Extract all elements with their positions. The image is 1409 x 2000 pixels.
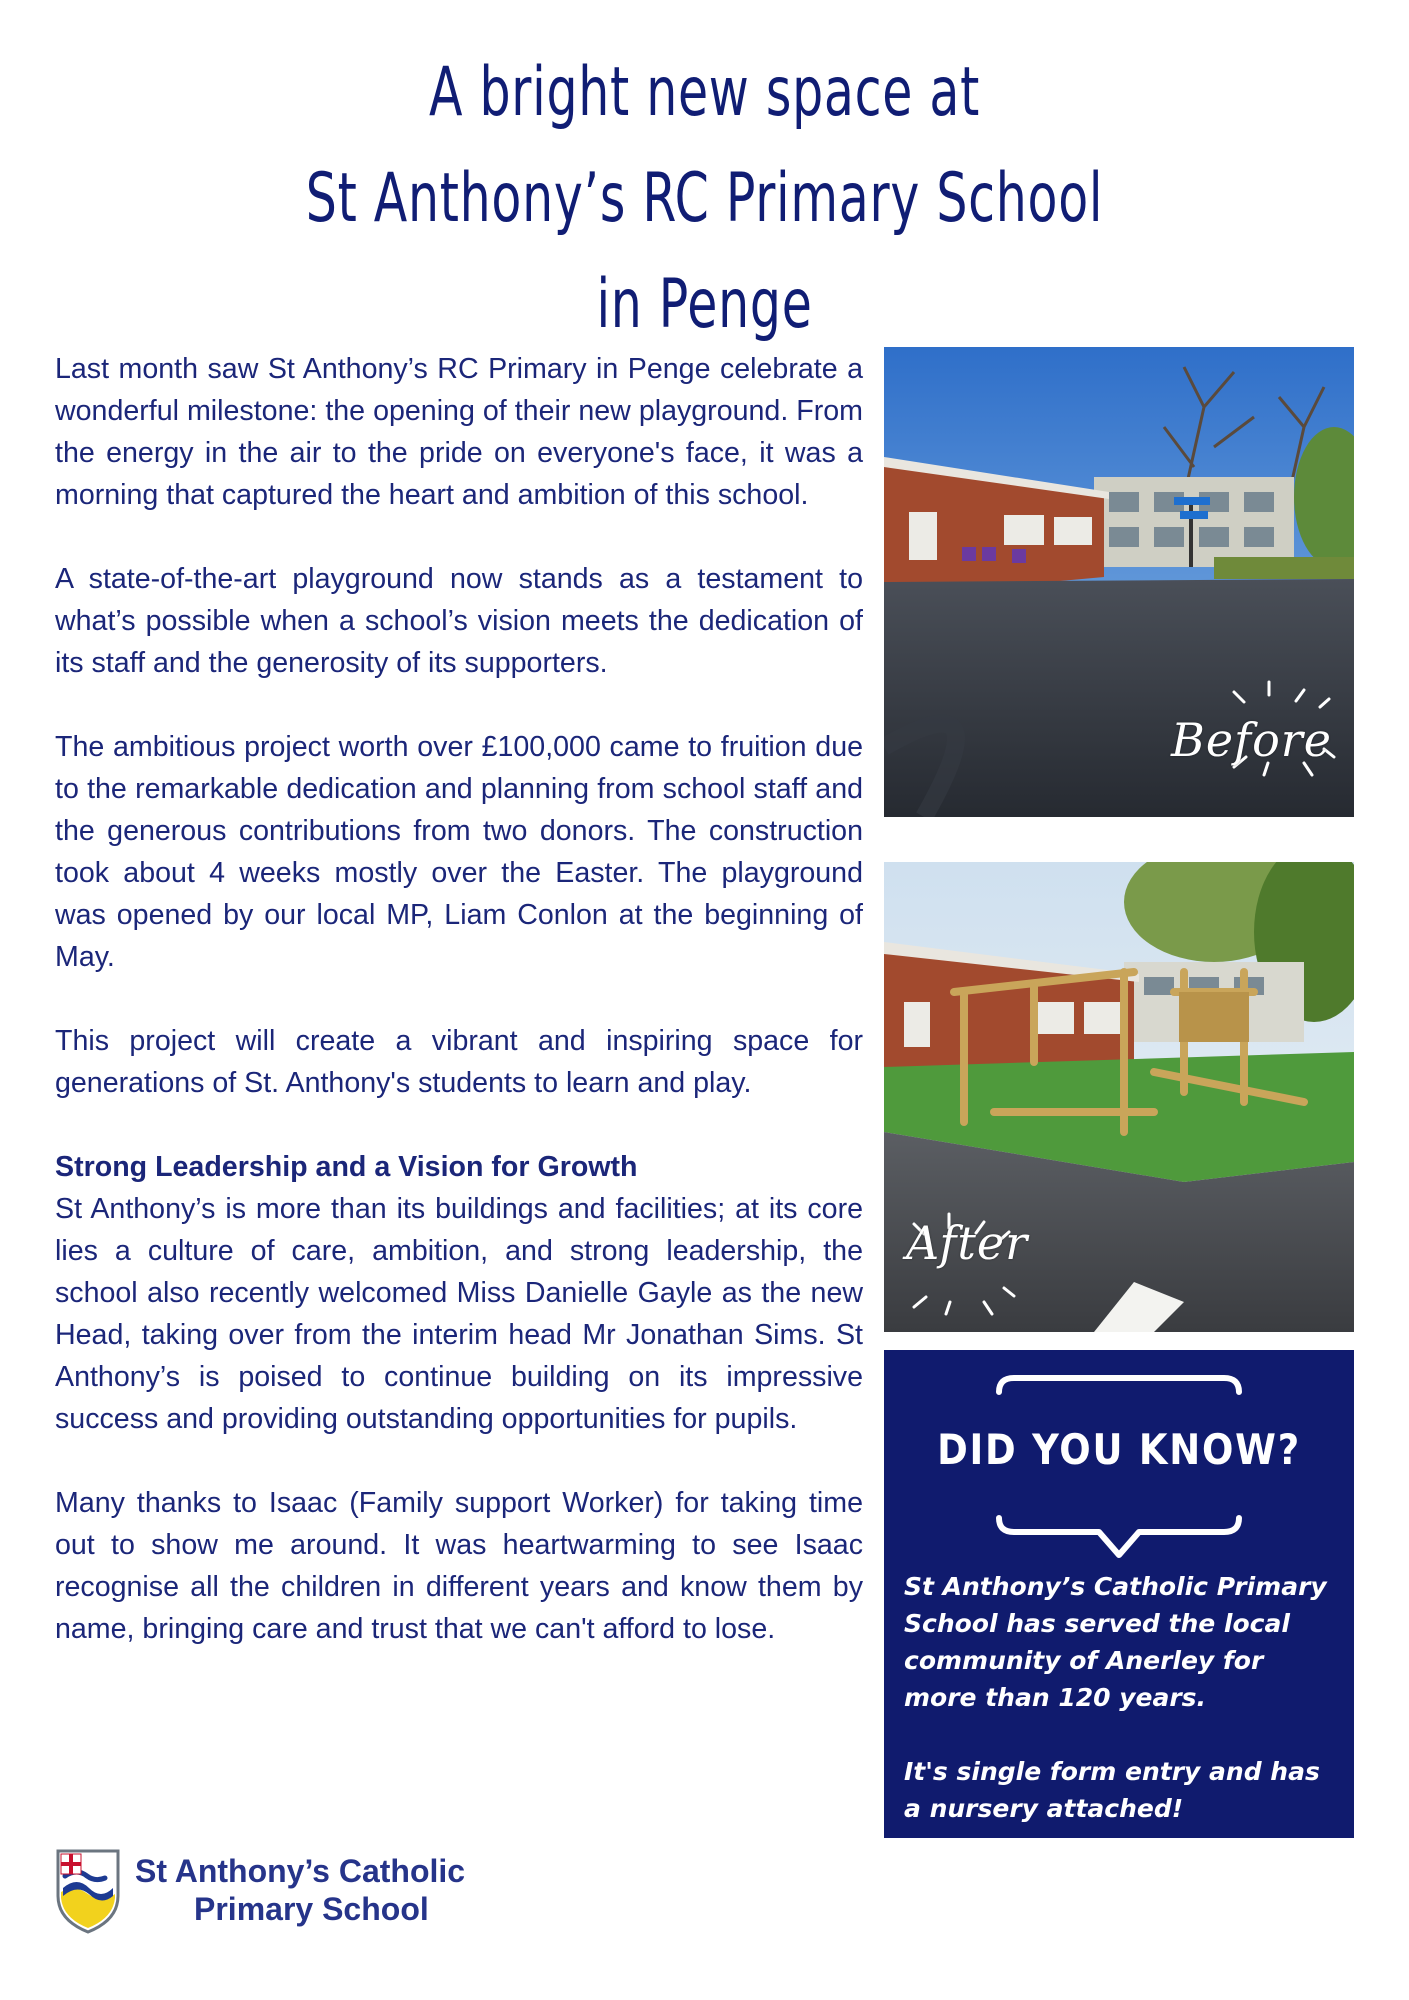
- school-name-line-1: St Anthony’s Catholic: [135, 1853, 466, 1889]
- did-you-know-fact-1: St Anthony’s Catholic Primary School has served the local community of Anerley for more than 120 years.: [904, 1572, 1327, 1712]
- did-you-know-text: [904, 1568, 1334, 1864]
- after-photo: [884, 862, 1354, 1332]
- article-paragraph-leadership: St Anthony’s is more than its buildings and facilities; at its core lies a culture of care, ambition, and strong leadership, the school also recently welcomed Miss Danielle Gayle as the new Head, taking over from the interim head Mr Jonathan Sims. St Anthony’s is poised to continue building on its impressive success and providing outstanding opportunities for pupils.: [55, 1193, 863, 1435]
- title-line-1: A bright new space at: [428, 53, 981, 132]
- did-you-know-panel: [884, 1350, 1354, 1838]
- school-logo: [55, 1846, 575, 1946]
- did-you-know-fact-2: It's single form entry and has a nursery attached!: [904, 1757, 1320, 1823]
- article-body: [55, 348, 863, 1650]
- before-label: Before: [1171, 713, 1332, 767]
- article-paragraph-vision: This project will create a vibrant and inspiring space for generations of St. Anthony's students to learn and play.: [55, 1025, 863, 1099]
- article-paragraph-project: The ambitious project worth over £100,000 came to fruition due to the remarkable dedication and planning from school staff and the generous contributions from two donors. The construction took about 4 weeks mostly over the Easter. The playground was opened by our local MP, Liam Conlon at the beginning of May.: [55, 731, 863, 973]
- school-name: [135, 1852, 465, 1928]
- did-you-know-heading: DID YOU KNOW?: [937, 1425, 1301, 1474]
- page-title: [197, 40, 1211, 358]
- after-label: After: [906, 1216, 1029, 1270]
- school-shield-icon: [55, 1848, 121, 1934]
- title-line-3: in Penge: [596, 265, 813, 344]
- school-name-line-2: Primary School: [194, 1891, 429, 1927]
- article-subheading: Strong Leadership and a Vision for Growth: [55, 1151, 638, 1183]
- article-paragraph-playground: A state-of-the-art playground now stands as a testament to what’s possible when a school’s vision meets the dedication of its staff and the generosity of its supporters.: [55, 563, 863, 679]
- article-section-leadership: [55, 1146, 863, 1440]
- article-paragraph-intro: Last month saw St Anthony’s RC Primary in Penge celebrate a wonderful milestone: the opening of their new playground. From the energy in the air to the pride on everyone's face, it was a morning that captured the heart and ambition of this school.: [55, 353, 863, 511]
- title-line-2: St Anthony’s RC Primary School: [305, 159, 1104, 238]
- before-photo: [884, 347, 1354, 817]
- article-paragraph-thanks: Many thanks to Isaac (Family support Worker) for taking time out to show me around. It was heartwarming to see Isaac recognise all the children in different years and know them by name, bringing care and trust that we can't afford to lose.: [55, 1487, 863, 1645]
